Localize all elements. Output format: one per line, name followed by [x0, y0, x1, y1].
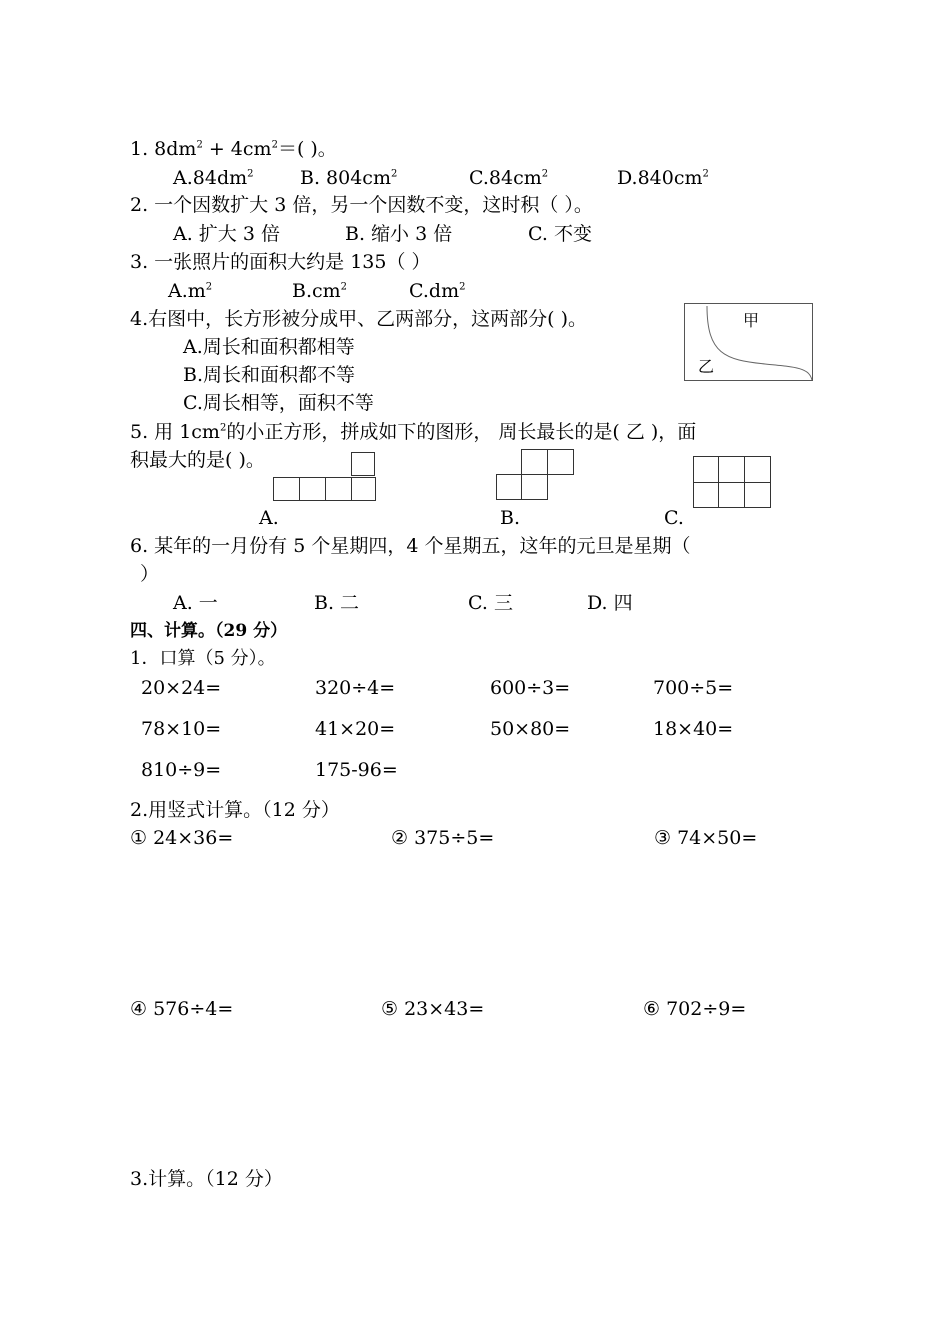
square	[521, 449, 548, 475]
q4-option-a: A.周长和面积都相等	[183, 336, 355, 358]
section-4-sub2: 2.用竖式计算。（12 分）	[130, 799, 340, 821]
section-4-sub3: 3.计算。（12 分）	[130, 1168, 283, 1190]
label-jia: 甲	[743, 311, 760, 330]
q5-stem: 5. 用 $1cm^2$的小正方形，拼成如下的图形， 周长最长的是( 乙 )，面	[130, 421, 697, 443]
square	[325, 477, 352, 501]
oral-item: 600÷3=	[490, 677, 571, 699]
figure-c-label: C.	[664, 507, 684, 529]
square	[718, 482, 745, 508]
vertical-item: ② 375÷5=	[391, 827, 495, 849]
q3-option-b: $B.cm^2$	[292, 280, 348, 302]
oral-item: 175-96=	[315, 759, 398, 781]
vertical-item: ① 24×36=	[130, 827, 234, 849]
q4-option-c: C.周长相等，面积不等	[183, 392, 374, 414]
label-yi: 乙	[698, 357, 715, 376]
oral-item: 810÷9=	[141, 759, 222, 781]
q3-option-c: $C.dm^2$	[409, 280, 466, 302]
section-4-sub1: 1．口算（5 分）。	[130, 648, 276, 669]
square	[299, 477, 326, 501]
oral-item: 41×20=	[315, 718, 396, 740]
oral-item: 18×40=	[653, 718, 734, 740]
square	[351, 477, 376, 501]
square	[521, 474, 548, 500]
q6-option-a: A. 一	[173, 592, 218, 614]
vertical-item: ⑥ 702÷9=	[643, 998, 747, 1020]
square	[718, 456, 745, 483]
square	[693, 482, 719, 508]
q1-option-b: B. $804cm^2$	[300, 167, 398, 189]
figure-a-label: A.	[259, 507, 279, 529]
q2-option-b: B. 缩小 3 倍	[345, 223, 453, 245]
q4-stem: 4.右图中，长方形被分成甲、乙两部分，这两部分( )。	[130, 308, 587, 330]
square	[496, 474, 522, 500]
q2-option-c: C. 不变	[528, 223, 592, 245]
q3-stem: 3. 一张照片的面积大约是 135（ ）	[130, 251, 431, 273]
rectangle-figure	[684, 303, 813, 381]
q6-option-d: D. 四	[587, 592, 633, 614]
q6-stem: 6. 某年的一月份有 5 个星期四，4 个星期五，这年的元旦是星期（	[130, 535, 691, 557]
q6-option-c: C. 三	[468, 592, 513, 614]
q1-option-d: $D.840cm^2$	[617, 167, 709, 189]
q2-stem: 2. 一个因数扩大 3 倍，另一个因数不变，这时积（ ）。	[130, 194, 593, 216]
vertical-item: ③ 74×50=	[654, 827, 758, 849]
oral-item: 78×10=	[141, 718, 222, 740]
q4-option-b: B.周长和面积都不等	[183, 364, 356, 386]
q1-option-a: $A.84dm^2$	[173, 167, 254, 189]
vertical-item: ⑤ 23×43=	[381, 998, 485, 1020]
square	[351, 452, 375, 476]
square	[273, 477, 300, 501]
oral-item: 20×24=	[141, 677, 222, 699]
q1-stem: 1. $8dm^2 + 4cm^2=$( )。	[130, 138, 337, 160]
q3-option-a: $A.m^2$	[168, 280, 213, 302]
square	[744, 482, 771, 508]
q2-option-a: A. 扩大 3 倍	[173, 223, 280, 245]
oral-item: 50×80=	[490, 718, 571, 740]
q6-option-b: B. 二	[314, 592, 360, 614]
figure-b-label: B.	[500, 507, 521, 529]
q1-option-c: $C.84cm^2$	[469, 167, 549, 189]
square	[744, 456, 771, 483]
square	[693, 456, 719, 483]
square	[547, 449, 574, 475]
q6-stem-line2: ）	[140, 563, 160, 585]
oral-item: 320÷4=	[315, 677, 396, 699]
vertical-item: ④ 576÷4=	[130, 998, 234, 1020]
q5-stem-line2: 积最大的是( )。	[130, 449, 265, 471]
section-4-title: 四、计算。（29 分）	[130, 621, 288, 641]
oral-item: 700÷5=	[653, 677, 734, 699]
